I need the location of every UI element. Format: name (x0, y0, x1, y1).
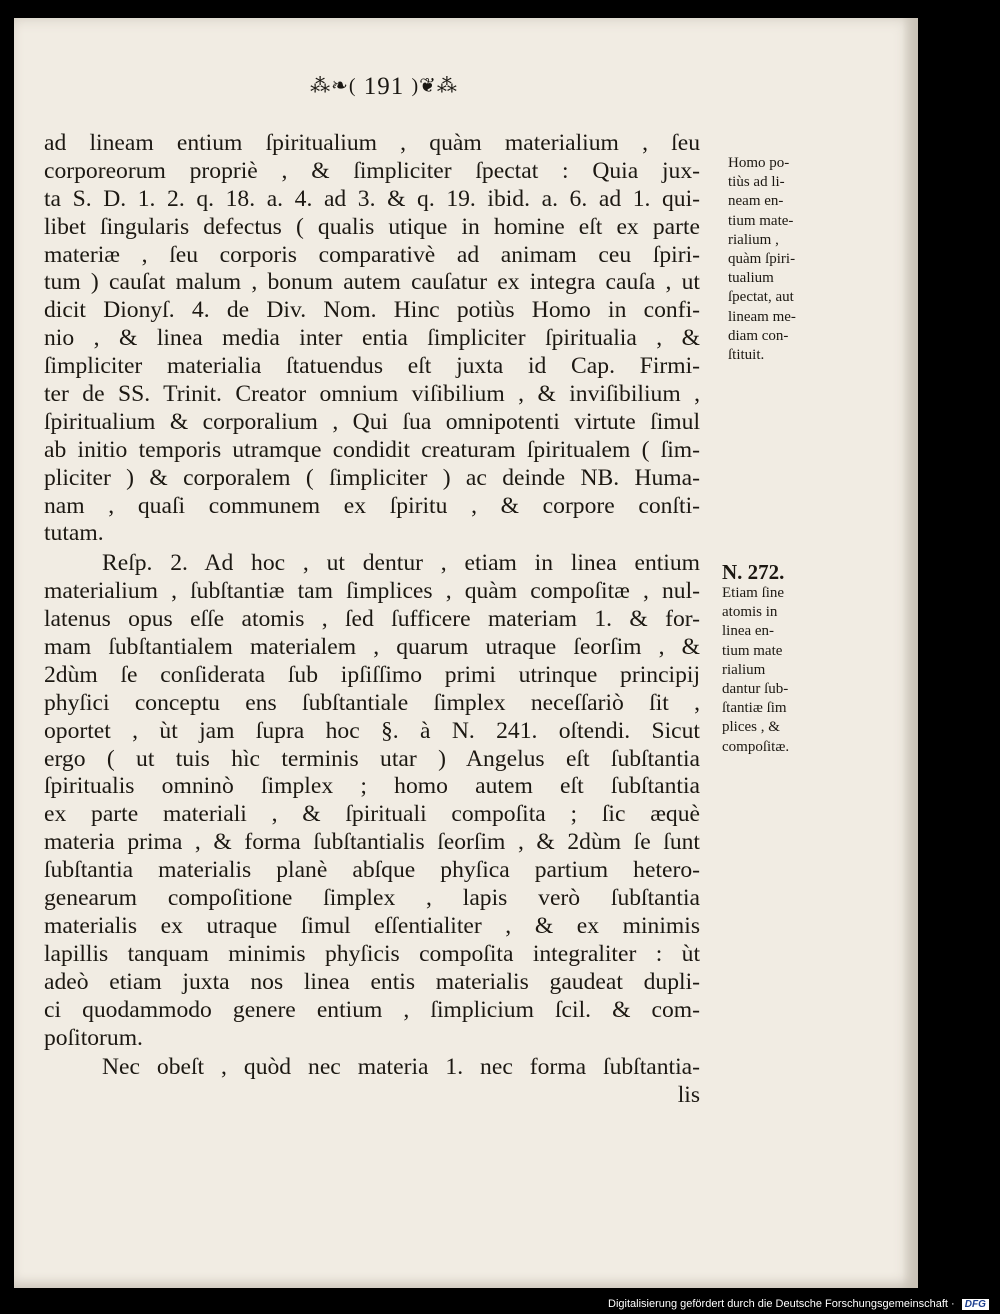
text-line: genearum compoſitione ſimplex , lapis verò ſubſtantia (44, 885, 700, 912)
dfg-logo: DFG (962, 1299, 989, 1310)
ornament-right: )❦⁂ (411, 75, 458, 97)
text-line: ergo ( ut tuis hìc terminis utar ) Angelus eſt ſubſtantia (44, 745, 700, 772)
text-line: nam , quaſi communem ex ſpiritu , & corpore conſti- (44, 492, 700, 519)
margin-line: tiùs ad li- (728, 174, 785, 191)
text-line: materia prima , & forma ſubſtantialis ſeorſim , & 2dùm ſe ſunt (44, 829, 700, 856)
ornament-left: ⁂❧( (310, 75, 357, 97)
text-line: materiæ , ſeu corporis comparativè ad animam ceu ſpiri- (44, 241, 700, 268)
page-edge-shadow (902, 18, 918, 1288)
margin-line: compoſitæ. (722, 738, 790, 755)
text-line: dicit Dionyſ. 4. de Div. Nom. Hinc potiùs Homo in confi- (44, 297, 700, 324)
main-text-block (44, 130, 700, 1110)
margin-line: tualium (728, 270, 774, 287)
margin-line: neam en- (728, 193, 784, 210)
margin-line: rialium (722, 661, 766, 678)
book-page (14, 18, 918, 1288)
text-line: lapillis tanquam minimis phyſicis compoſita integraliter : ùt (44, 940, 700, 967)
text-line: adeò etiam juxta nos linea entis materialis gaudeat dupli- (44, 968, 700, 995)
text-line: ab initio temporis utramque condidit creaturam ſpiritualem ( ſim- (44, 436, 700, 463)
text-line: Nec obeſt , quòd nec materia 1. nec forma ſubſtantia- (102, 1054, 700, 1081)
text-line: phyſici conceptu ens ſubſtantiale ſimplex neceſſariò ſit , (44, 689, 700, 716)
text-line: corporeorum propriè , & ſimpliciter ſpectat : Quia jux- (44, 157, 700, 184)
margin-line: ſpectat, aut (728, 289, 794, 306)
catchword: lis (677, 1082, 700, 1109)
margin-line: quàm ſpiri- (728, 251, 796, 268)
text-line: 2dùm ſe conſiderata ſub ipſiſſimo primi utrinque principij (44, 661, 700, 688)
text-line: pliciter ) & corporalem ( ſimpliciter ) ac deinde NB. Huma- (44, 464, 700, 491)
text-line: mam ſubſtantialem materialem , quarum utraque ſeorſim , & (44, 634, 700, 661)
text-line: tutam. (44, 520, 104, 547)
text-line: latenus opus eſſe atomis , ſed ſufficere materiam 1. & for- (44, 606, 700, 633)
text-line: ad lineam entium ſpiritualium , quàm materialium , ſeu (44, 130, 700, 156)
margin-note-homo (728, 154, 820, 365)
text-line: libet ſingularis defectus ( qualis utique in homine eſt ex parte (44, 213, 700, 240)
section-number: N. 272. (722, 560, 785, 584)
text-line: oportet , ùt jam ſupra hoc §. à N. 241. oſtendi. Sicut (44, 717, 700, 744)
text-line: ci quodammodo genere entium , ſimplicium ſcil. & com- (44, 996, 700, 1023)
margin-line: Etiam ſine (722, 585, 785, 601)
margin-line: dantur ſub- (722, 681, 789, 698)
text-line: ſpiritualis omninò ſimplex ; homo autem eſt ſubſtantia (44, 773, 700, 800)
text-line: poſitorum. (44, 1024, 143, 1051)
text-line: tum ) cauſat malum , bonum autem cauſatur ex integra cauſa , ut (44, 269, 700, 296)
margin-line: linea en- (722, 623, 775, 640)
text-line: Reſp. 2. Ad hoc , ut dentur , etiam in linea entium (102, 550, 700, 577)
digitization-footer (608, 1298, 989, 1310)
text-line: ter de SS. Trinit. Creator omnium viſibilium , & inviſibilium , (44, 381, 700, 408)
margin-line: plices , & (722, 719, 780, 736)
page-header (14, 73, 754, 101)
margin-note-n272 (722, 560, 814, 757)
margin-line: ſtituit. (728, 347, 765, 364)
margin-line: Homo po- (728, 155, 790, 171)
text-line: materialium , ſubſtantiæ tam ſimplices , quàm compoſitæ , nul- (44, 578, 700, 605)
page-number: 191 (363, 73, 405, 100)
margin-line: rialium , (728, 231, 779, 248)
margin-line: ſtantiæ ſim (722, 700, 787, 717)
margin-line: tium mate (722, 642, 783, 659)
text-line: ta S. D. 1. 2. q. 18. a. 4. ad 3. & q. 19. ibid. a. 6. ad 1. qui- (44, 185, 700, 212)
text-line: materialis ex utraque ſimul eſſentialiter , & ex minimis (44, 912, 700, 939)
margin-line: atomis in (722, 604, 778, 621)
margin-line: lineam me- (728, 308, 796, 325)
footer-text: Digitalisierung gefördert durch die Deutsche Forschungsgemeinschaft · (608, 1298, 955, 1310)
text-line: ſimpliciter materialia ſtatuendus eſt juxta id Cap. Firmi- (44, 353, 700, 380)
margin-line: diam con- (728, 327, 789, 344)
text-line: ſubſtantia materialis planè abſque phyſica partium hetero- (44, 857, 700, 884)
margin-line: tium mate- (728, 212, 794, 229)
text-line: ex parte materiali , & ſpirituali compoſita ; ſic æquè (44, 801, 700, 828)
text-line: ſpiritualium & corporalium , Qui ſua omnipotenti virtute ſimul (44, 408, 700, 435)
text-line: nio , & linea media inter entia ſimpliciter ſpiritualia , & (44, 325, 700, 352)
